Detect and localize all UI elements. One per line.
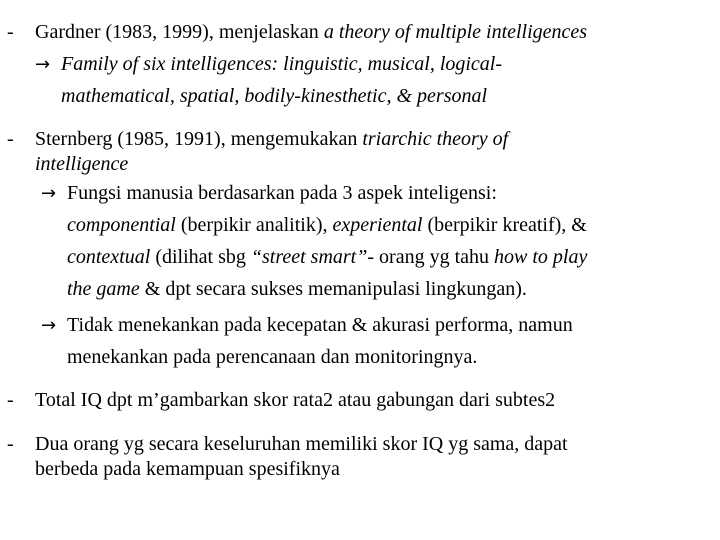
sub-bullet-line: menekankan pada perencanaan dan monitoringnya.: [67, 346, 478, 368]
bullet-line: Dua orang yg secara keseluruhan memiliki skor IQ yg sama, dapat: [35, 433, 568, 455]
bullet-line: Total IQ dpt m’gambarkan skor rata2 atau gabungan dari subtes2: [35, 389, 556, 411]
sub-bullet-line: componential (berpikir analitik), experiental (berpikir kreatif), &: [67, 214, 587, 236]
bullet-marker: -: [7, 128, 14, 150]
arrow-right-icon: →: [41, 315, 57, 336]
sub-bullet-line: → Family of six intelligences: linguistic, musical, logical-: [35, 50, 502, 79]
bullet-line: intelligence: [35, 153, 129, 175]
bullet-marker: -: [7, 21, 14, 43]
bullet-line: Gardner (1983, 1999), menjelaskan a theory of multiple intelligences: [35, 21, 588, 43]
arrow-right-icon: →: [41, 183, 57, 204]
bullet-marker: -: [7, 389, 14, 411]
sub-bullet-line: contextual (dilihat sbg “street smart”- orang yg tahu how to play: [67, 246, 588, 268]
arrow-right-icon: →: [35, 54, 51, 75]
bullet-line: Sternberg (1985, 1991), mengemukakan triarchic theory of: [35, 128, 509, 150]
sub-bullet-line: → Fungsi manusia berdasarkan pada 3 aspek inteligensi:: [41, 179, 497, 208]
sub-bullet-line: → Tidak menekankan pada kecepatan & akurasi performa, namun: [41, 311, 573, 340]
sub-bullet-line: mathematical, spatial, bodily-kinesthetic, & personal: [61, 85, 488, 107]
bullet-marker: -: [7, 433, 14, 455]
sub-bullet-line: the game & dpt secara sukses memanipulasi lingkungan).: [67, 278, 527, 300]
bullet-line: berbeda pada kemampuan spesifiknya: [35, 458, 340, 480]
